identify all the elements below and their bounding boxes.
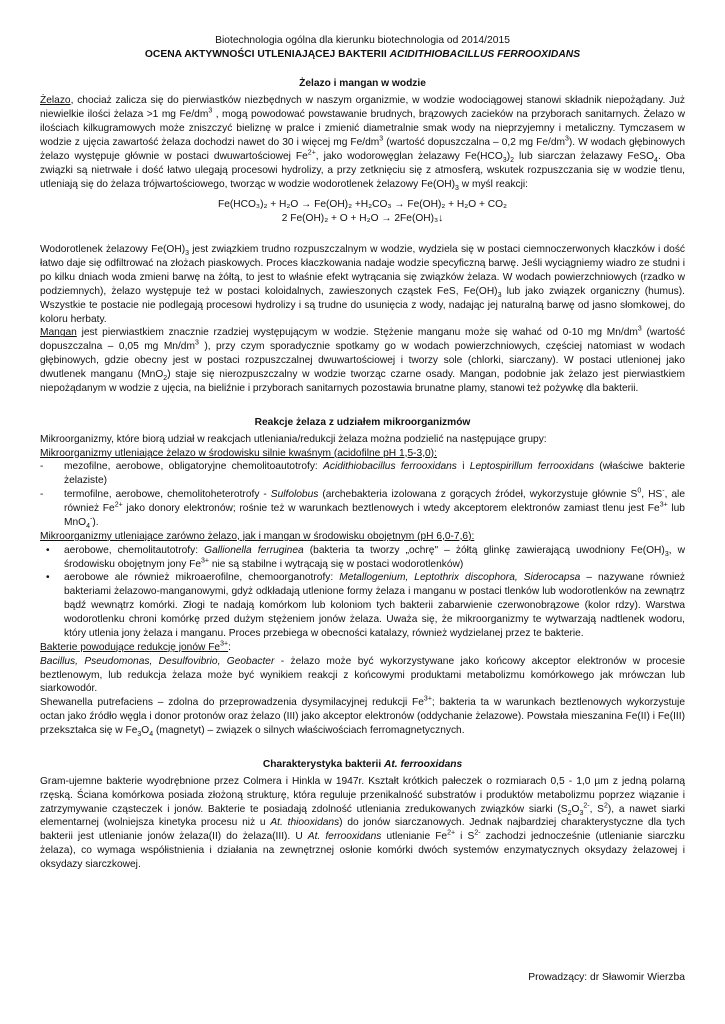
list-item: • aerobowe ale również mikroaerofilne, chemoorganotrofy: Metallogenium, Leptothrix discophora, Siderocapsa – nazywane również bakteriami żelazowo-manganowymi, gdyż odkładają utlenione formy żelaza i manganu w postaci tlenków lub wodorotlenków na zewnątrz bądź wewnątrz komórki. Złogi te nadają komórkom lub koloniom tych bakterii zabarwienie czerwonobrązowe (kolor rdzy). Warstwa wodorotlenku chroni komórkę przed dużym stężeniem jonów żelaza. Uważa się, że mikroorganizmy te wytwarzają nadtlenek wodoru, który utlenia jony żelaza i manganu. Proces przebiega w obecności katalazy, również wydzielanej przez te bakterie. — [46, 572, 685, 639]
paragraph-manganese: Mangan jest pierwiastkiem znacznie rzadziej występującym w wodzie. Stężenie manganu może się wahać od 0-10 mg $Mn/dm^3$ (wartość dopuszczalna – 0,05 mg $Mn/dm^3$ ), przy czym sporadycznie spotkamy go w wodach powierzchniowych, częściej natomiast w wodach głębinowych, gdzie obecny jest w postaci rozpuszczalnej dwuwartościowej i tworzy sole (chlorki, siarczany). W postaci utlenionej jako dwutlenek manganu (MnO$_2$) staje się nierozpuszczalny w wodzie tworząc czarne osady. Mangan, podobnie jak żelazo jest pierwiastkiem niepożądanym w wodzie z ujęcia, na bieliźnie i przyborach sanitarnych pozostawia brunatne plamy, stanowi też pożywkę dla bakterii. — [40, 326, 686, 394]
list-item: - termofilne, aerobowe, chemolitoheterotrofy - Sulfolobus (archebakteria izolowana z gorących źródeł, wykorzystuje głównie $S^0$, HS-, ale również $Fe^{2+}$ jako donory elektronów; rośnie też w warunkach beztlenowych i wtedy akceptorem elektronów zamiast tlenu jest $Fe^{3+}$ lub MnO$_4$-). — [40, 487, 685, 530]
reduction-heading: Bakterie powodujące redukcję jonów $Fe^{3+}$: — [40, 640, 231, 653]
list-item: • aerobowe, chemolitautotrofy: Gallionella ferruginea (bakteria ta tworzy „ochrę" – żółtą glinkę zawierającą uwodniony $Fe(OH)_3$, w środowisku obojętnym jony $Fe^{3+}$ nie są stabilne i wytrącają się w postaci wodorotlenków) — [46, 544, 685, 570]
acidophilic-list — [40, 460, 685, 529]
reaction-equations — [40, 198, 685, 226]
paragraph-characteristics: Gram-ujemne bakterie wyodrębnione przez Colmera i Hinkla w 1947r. Kształt krótkich pałeczek o rozmiarach 0,5 - 1,0 µm z jedną polarną rzęską. Ściana komórkowa posiada złożoną strukturę, która reguluje przenikalność substratów i produktów metabolizmu poprzez wiązanie i zatrzymywanie cząsteczek i jonów. Bakterie te posiadają zdolność utleniania zredukowanych związków siarki ($S_2O_3^{2-}$, $S^2$), a nawet siarki elementarnej (wolniejsza kinetyka procesu niż u At. thiooxidans) do jonów siarczanowych. Jednak najbardziej charakterystyczne dla tych bakterii jest utlenianie jonów żelaza(II) do żelaza(III). U At. ferrooxidans utlenianie $Fe^{2+}$ i $S^{2-}$ zachodzi jednocześnie (utlenianie siarczku żelaza), co wymaga współistnienia i działania na zewnętrznej osłonie komórki dwóch systemów enzymatycznych oksydazy żelazowej i oksydazy siarczkowej. — [40, 775, 686, 871]
course-line: Biotechnologia ogólna dla kierunku biotechnologia od 2014/2015 — [215, 35, 510, 46]
acidophilic-heading: Mikroorganizmy utleniające żelazo w środowisku silnie kwaśnym (acidofilne pH 1,5-3,0): — [40, 447, 437, 459]
section-title-characteristics: Charakterystyka bakterii At. ferrooxidans — [262, 758, 463, 770]
paragraph-shewanella: Shewanella putrefaciens – zdolna do przeprowadzenia dysymilacyjnej redukcji $Fe^{3+}$; bakteria ta w warunkach beztlenowych wykorzystuje octan jako źródło węgla i donor protonów oraz żelazo (III) jako akceptor elektronów (oddychanie żelazowe). Powstała mieszanina Fe(II) i Fe(III) przekształca się w $Fe_3O_4$ (magnetyt) – związek o silnych właściwościach ferromagnetycznych. — [40, 695, 685, 739]
neutral-list — [40, 544, 685, 641]
document-title: OCENA AKTYWNOŚCI UTLENIAJĄCEJ BAKTERII ACIDITHIOBACILLUS FERROOXIDANS — [144, 49, 581, 61]
paragraph-reducing-bacteria: Bacillus, Pseudomonas, Desulfovibrio, Geobacter - żelazo może być wykorzystywane jako końcowy akceptor elektronów w procesie beztlenowym, lub redukcja żelaza może być wynikiem reakcji z końcowymi produktami metabolizmu komórkowego jak mrówczan lub siarkowodór. — [40, 655, 685, 695]
microorganisms-intro: Mikroorganizmy, które biorą udział w reakcjach utleniania/redukcji żelaza można podzielić na następujące grupy: — [40, 433, 547, 445]
paragraph-iron: Żelazo, chociaż zalicza się do pierwiastków niezbędnych w naszym organizmie, w wodzie wodociągowej stanowi składnik niepożądany. Już niewielkie ilości żelaza >1 mg $Fe/dm^3$ , mogą powodować powstawanie brudnych, brązowych zacieków na przyborach sanitarnych. Żelazo w ilościach kilkugramowych może zniszczyć bieliznę w pralce i zmienić diametralnie smak wody na nieprzyjemny i metaliczny. Tymczasem w wodzie z ujęcia zawartość żelaza dochodzi nawet do 30 i więcej mg $Fe/dm^3$ (wartość dopuszczalna – 0,2 mg $Fe/dm^3$). W wodach głębinowych żelazo występuje głównie w postaci dwuwartościowej $Fe^{2+}$, jako wodorowęglan żelazawy $Fe(HCO_3)_2$ lub siarczan żelazawy FeSO$_4$. Oba związki są nietrwałe i dość łatwo ulegają procesowi hydrolizy, a przy zetknięciu się z atmosferą, wskutek rozpuszczania się w wodzie tlenu, utleniają się do żelaza trójwartościowego, tworząc w wodzie wodorotlenek żelazowy $Fe(OH)_3$ w myśl reakcji: — [40, 95, 686, 192]
section-title-iron-manganese: Żelazo i mangan w wodzie — [299, 78, 426, 90]
list-item: - mezofilne, aerobowe, obligatoryjne chemolitoautotrofy: Acidithiobacillus ferrooxidans i Leptospirillum ferrooxidans (właściwe bakterie żelaziste) — [40, 461, 685, 487]
equation-1: Fe(HCO₃)₂ + H₂O → Fe(OH)₂ +H₂CO₃ → Fe(OH)₂ + H₂O + CO₂ — [218, 199, 507, 211]
equation-2: 2 Fe(OH)₂ + O + H₂O → 2Fe(OH)₃↓ — [281, 213, 444, 225]
paragraph-iron-hydroxide: Wodorotlenek żelazowy $Fe(OH)_3$ jest związkiem trudno rozpuszczalnym w wodzie, wydziela się w postaci ciemnoczerwonych kłaczków i dość łatwo daje się odfiltrować na złożach piaskowych. Proces kłaczkowania nadaje wodzie specyficzną barwę. Jeśli wyciągniemy wiadro ze studni i po kilku dniach woda zmieni barwę na żółtą, to jest to właśnie efekt wytrącania się związków żelaza. W wodach powierzchniowych (rzadko w podziemnych), żelazo występuje też w postaci koloidalnych, zawieszonych cząstek FeS, $Fe(OH)_3$ lub jako związek organiczny (humus). Wszystkie te postacie nie podlegają procesowi hydrolizy i są trudne do usunięcia z wody, nadając jej naturalną barwę od jasno słomkowej, do koloru herbaty. — [40, 244, 686, 325]
section-title-microorganisms: Reakcje żelaza z udziałem mikroorganizmów — [254, 416, 471, 428]
neutral-heading: Mikroorganizmy utleniające zarówno żelazo, jak i mangan w środowisku obojętnym (pH 6,0-7,6): — [40, 530, 475, 542]
instructor-signature: Prowadzący: dr Sławomir Wierzba — [528, 972, 685, 983]
